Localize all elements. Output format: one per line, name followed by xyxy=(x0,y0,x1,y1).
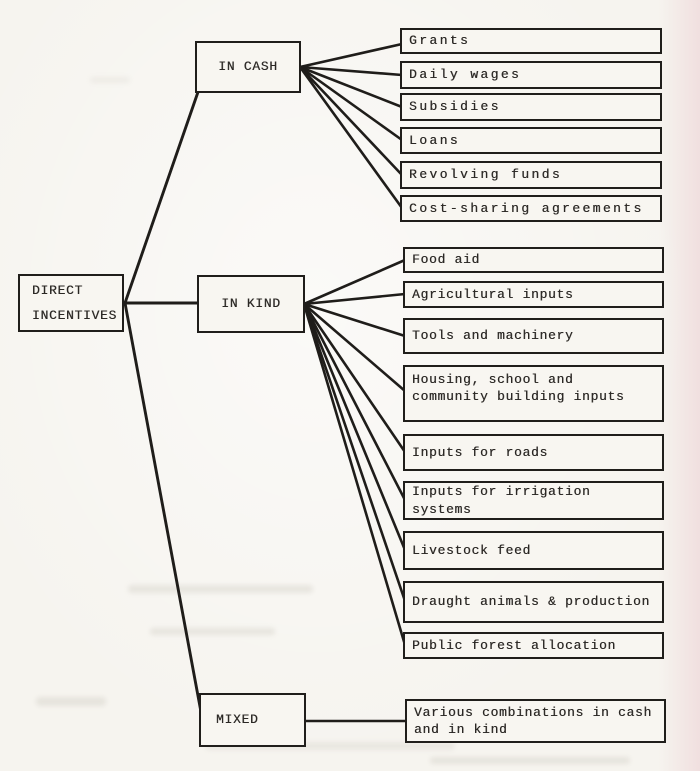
leaf-label: Daily wages xyxy=(409,67,522,83)
edge-kind-agri xyxy=(304,294,405,304)
edge-cash-loans xyxy=(300,67,402,140)
leaf-label: Inputs for irrigation systems xyxy=(412,484,591,517)
leaf-label: Grants xyxy=(409,33,471,49)
leaf-cost-sharing-agreements xyxy=(400,195,662,222)
leaf-housing-school-community xyxy=(403,365,664,422)
leaf-label: Draught animals & production xyxy=(412,594,651,610)
leaf-inputs-for-roads xyxy=(403,434,664,471)
leaf-agricultural-inputs xyxy=(403,281,664,308)
leaf-loans xyxy=(400,127,662,154)
leaf-label: Various combinations in cash and in kind xyxy=(414,704,653,737)
root-label-line1: DIRECT xyxy=(32,283,84,299)
edge-cash-grants xyxy=(300,44,402,67)
edge-root-incash xyxy=(125,92,198,303)
leaf-revolving-funds xyxy=(400,161,662,189)
edge-cash-revolving xyxy=(300,67,402,175)
leaf-daily-wages xyxy=(400,61,662,89)
leaf-public-forest-allocation xyxy=(403,632,664,659)
edge-kind-forest xyxy=(304,304,405,645)
node-in-kind xyxy=(197,275,305,333)
leaf-label: Tools and machinery xyxy=(412,328,574,344)
leaf-label: Cost-sharing agreements xyxy=(409,200,644,216)
branch-label: IN CASH xyxy=(218,59,278,75)
leaf-label: Food aid xyxy=(412,252,481,268)
leaf-various-combinations xyxy=(405,699,666,743)
leaf-label: Inputs for roads xyxy=(412,444,549,460)
leaf-label: Housing, school and community building inputs xyxy=(412,372,625,405)
leaf-inputs-for-irrigation xyxy=(403,481,664,520)
node-direct-incentives xyxy=(18,274,124,332)
node-mixed xyxy=(199,693,306,747)
leaf-label: Revolving funds xyxy=(409,167,563,183)
leaf-label: Agricultural inputs xyxy=(412,286,574,302)
edge-root-mixed xyxy=(125,303,201,712)
leaf-subsidies xyxy=(400,93,662,121)
leaf-label: Public forest allocation xyxy=(412,637,617,653)
leaf-tools-and-machinery xyxy=(403,318,664,354)
leaf-grants xyxy=(400,28,662,54)
leaf-label: Loans xyxy=(409,132,461,148)
leaf-livestock-feed xyxy=(403,531,664,570)
edge-kind-livestock xyxy=(304,304,405,550)
root-label-line2: INCENTIVES xyxy=(32,307,118,323)
leaf-food-aid xyxy=(403,247,664,273)
branch-label: IN KIND xyxy=(221,296,281,312)
edge-kind-foodaid xyxy=(304,260,405,304)
branch-label: MIXED xyxy=(216,712,259,728)
node-in-cash xyxy=(195,41,301,93)
leaf-label: Subsidies xyxy=(409,99,501,115)
leaf-label: Livestock feed xyxy=(412,542,532,558)
leaf-draught-animals xyxy=(403,581,664,623)
